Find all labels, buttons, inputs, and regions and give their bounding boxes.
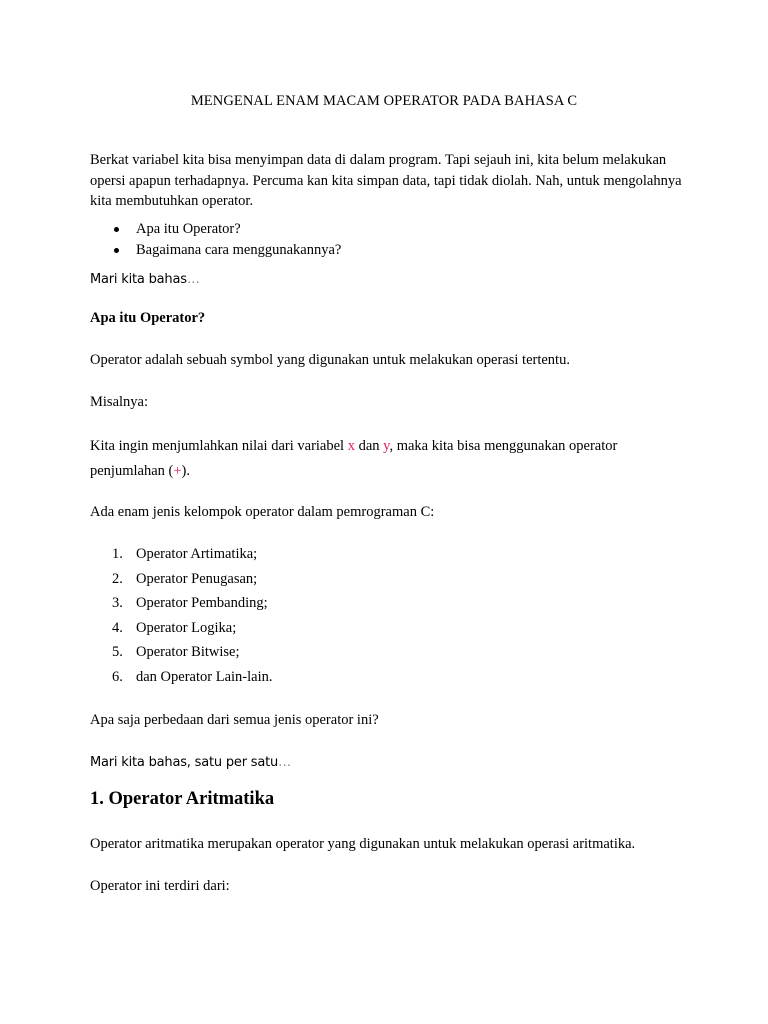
list-label: dan Operator Lain-lain. <box>136 668 273 685</box>
list-item <box>90 542 272 567</box>
misalnya-label: Misalnya: <box>90 394 148 410</box>
bullet-text: Apa itu Operator? <box>136 221 241 237</box>
document-title: MENGENAL ENAM MACAM OPERATOR PADA BAHASA C <box>190 93 578 109</box>
list-number: 2. <box>112 570 123 587</box>
example-text: Kita ingin menjumlahkan nilai dari variabel <box>90 438 348 454</box>
list-number: 3. <box>112 595 123 612</box>
list-number: 5. <box>112 644 123 661</box>
example-text: dan <box>354 438 384 454</box>
list-number: 4. <box>112 619 123 636</box>
bullet-item <box>90 219 341 240</box>
question-bullet-list <box>90 219 341 260</box>
bullet-dot-icon <box>114 248 119 253</box>
bullet-dot-icon <box>114 227 119 232</box>
mari-bahas-line-2 <box>90 753 690 774</box>
variable-x: x <box>347 438 355 454</box>
list-label: Operator Bitwise; <box>136 644 240 661</box>
list-number: 1. <box>112 546 123 562</box>
intro-paragraph: Berkat variabel kita bisa menyimpan data di dalam program. Tapi sejauh ini, kita belum melakukan opersi apapun terhadapnya. Percuma kan kita simpan data, tapi tidak diolah. Nah, untuk mengolahnya kita membutuhkan operator. <box>90 152 682 209</box>
list-item <box>90 616 272 641</box>
bullet-text: Bagaimana cara menggunakannya? <box>136 241 342 258</box>
list-item <box>90 665 272 690</box>
mari-bahas-line <box>90 270 690 291</box>
example-text: ). <box>181 463 191 479</box>
variable-y: y <box>383 438 390 454</box>
kelompok-intro: Ada enam jenis kelompok operator dalam pemrograman C: <box>90 504 435 520</box>
list-item <box>90 567 272 592</box>
list-label: Operator Penugasan; <box>136 570 258 587</box>
list-item <box>90 591 272 616</box>
aritmatika-definition: Operator aritmatika merupakan operator yang digunakan untuk melakukan operasi aritmatika. <box>90 836 636 852</box>
definition-paragraph: Operator adalah sebuah symbol yang digunakan untuk melakukan operasi tertentu. <box>90 352 570 368</box>
mari-bahas-text: Mari kita bahas <box>90 272 187 287</box>
list-item <box>90 640 272 665</box>
list-number: 6. <box>112 668 123 685</box>
terdiri-paragraph: Operator ini terdiri dari: <box>90 878 230 894</box>
example-text: , maka kita bisa menggunakan operator penjumlahan ( <box>90 438 618 479</box>
bullet-item <box>90 240 341 261</box>
list-label: Operator Artimatika; <box>136 546 258 562</box>
question-paragraph: Apa saja perbedaan dari semua jenis operator ini? <box>90 712 379 728</box>
plus-operator: + <box>173 463 182 479</box>
list-label: Operator Logika; <box>136 619 237 636</box>
ellipsis-text: … <box>186 272 200 287</box>
example-paragraph <box>90 434 690 484</box>
operator-group-list <box>90 542 272 690</box>
heading-aritmatika: 1. Operator Aritmatika <box>90 789 275 809</box>
list-label: Operator Pembanding; <box>136 595 268 612</box>
section-heading: Apa itu Operator? <box>90 310 206 326</box>
mari-bahas-text: Mari kita bahas, satu per satu <box>90 755 279 770</box>
ellipsis-text: … <box>278 755 291 770</box>
